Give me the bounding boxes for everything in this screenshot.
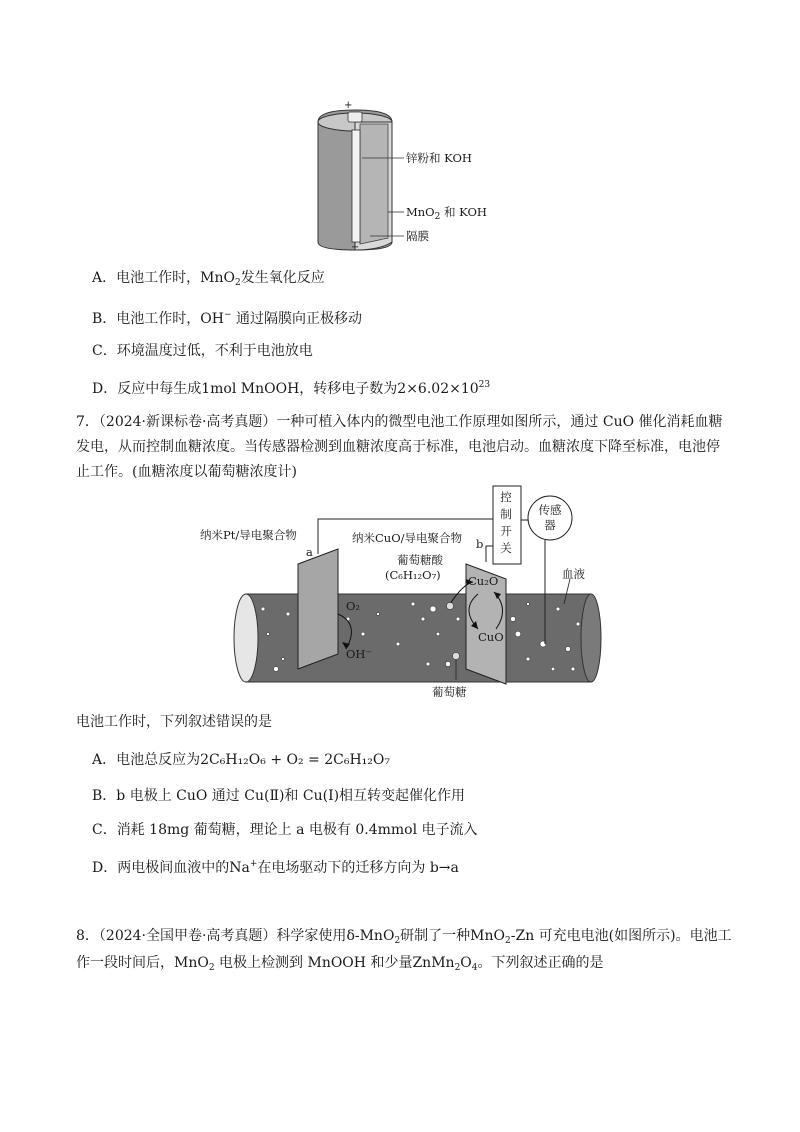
q6-option-c: C．环境温度过低，不利于电池放电 xyxy=(92,343,313,359)
glucose-label: 葡萄糖 xyxy=(432,685,467,699)
pt-electrode-label: 纳米Pt/导电聚合物 xyxy=(200,528,297,542)
electrode-a-label: a xyxy=(306,545,313,559)
separator-label: 隔膜 xyxy=(406,229,429,243)
cuo-electrode-label: 纳米CuO/导电聚合物 xyxy=(352,531,463,545)
q8-stem-line2: 作一段时间后，MnO$_2$ 电极上检测到 MnOOH 和少量$ZnMn_2O_4$。下列叙述正确的是 xyxy=(76,955,604,973)
cuo-label: CuO xyxy=(478,630,504,644)
q8-stem-line1: 8．（2024·全国甲卷·高考真题）科学家使用δ-MnO$_2$研制了一种MnO$_2$-Zn 可充电电池(如图所示)。电池工 xyxy=(76,928,732,946)
zinc-koh-label: 锌粉和 KOH xyxy=(406,151,472,165)
gluconic-formula-label: (C₆H₁₂O₇) xyxy=(385,568,441,582)
cu2o-label: Cu₂O xyxy=(468,574,499,588)
hydroxide-label: OH⁻ xyxy=(346,647,372,661)
q7-stem-line3: 止工作。(血糖浓度以葡萄糖浓度计) xyxy=(76,464,297,480)
q7-stem-line1: 7．（2024·新课标卷·高考真题）一种可植入体内的微型电池工作原理如图所示，通过 CuO 催化消耗血糖 xyxy=(76,414,723,430)
o2-label: O₂ xyxy=(346,599,361,613)
sensor-label: 传感 器 xyxy=(538,503,562,532)
q6-option-a: A．电池工作时，MnO$_2$发生氧化反应 xyxy=(92,270,325,288)
q7-question: 电池工作时，下列叙述错误的是 xyxy=(76,714,272,730)
q6-option-d: D．反应中每生成1mol MnOOH，转移电子数为$2\times 6.02\times 10^{23}$ xyxy=(92,380,491,397)
battery-plus-label: + xyxy=(344,100,353,111)
q6-option-b: B．电池工作时，OH− 通过隔膜向正极移动 xyxy=(92,310,362,327)
electrode-b-label: b xyxy=(476,537,484,551)
q7-option-b: B．b 电极上 CuO 通过 Cu(Ⅱ)和 Cu(Ⅰ)相互转变起催化作用 xyxy=(92,788,466,804)
battery-minus-label: − xyxy=(351,242,360,253)
mno2-koh-label: MnO$_2$ 和 KOH xyxy=(406,205,487,222)
control-switch-label: 控 制 开 关 xyxy=(500,490,512,555)
q7-option-c: C．消耗 18mg 葡萄糖，理论上 a 电极有 0.4mmol 电子流入 xyxy=(92,822,478,838)
blood-label: 血液 xyxy=(562,567,585,581)
q7-stem-line2: 发电，从而控制血糖浓度。当传感器检测到血糖浓度高于标准，电池启动。血糖浓度下降至标准，电池停 xyxy=(76,439,720,455)
gluconic-acid-label: 葡萄糖酸 xyxy=(397,553,443,567)
q7-option-a: A．电池总反应为2C₆H₁₂O₆ + O₂ = 2C₆H₁₂O₇ xyxy=(92,752,390,768)
q7-option-d: D．两电极间血液中的Na+在电场驱动下的迁移方向为 b→a xyxy=(92,859,459,876)
